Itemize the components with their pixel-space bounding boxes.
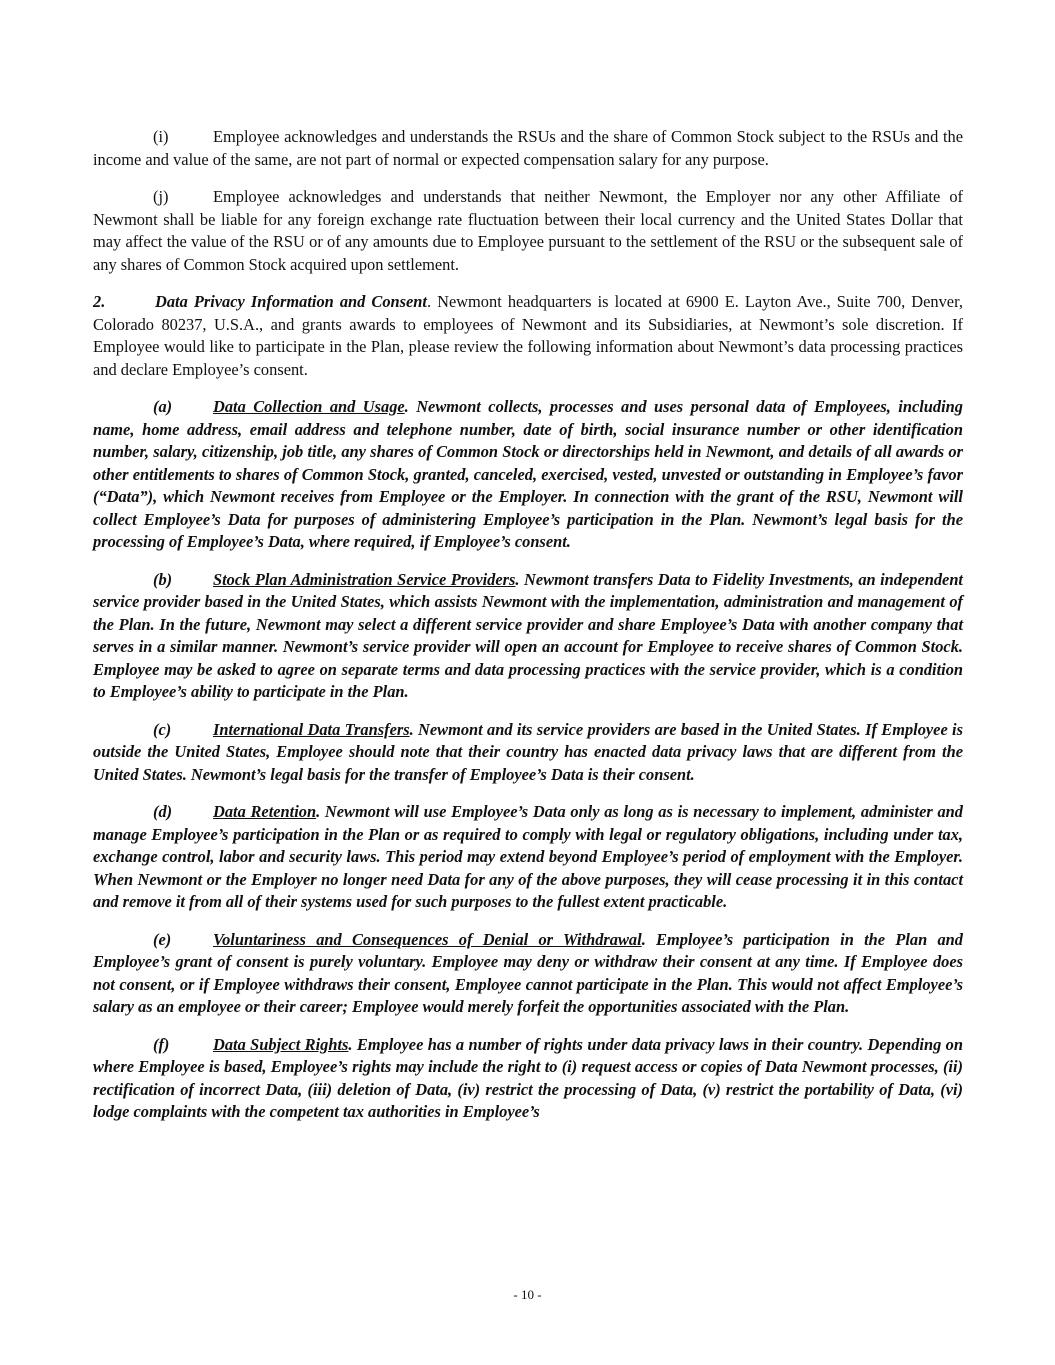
subsection-b	[93, 569, 963, 704]
subsection-heading: Stock Plan Administration Service Providers	[213, 569, 516, 589]
subsection-text: . Newmont transfers Data to Fidelity Investments, an independent service provider based in the United States, which assists Newmont with the implementation, administration and management of the Plan. In the future, Newmont may select a different service provider and share Employee’s Data with another company that serves in a similar manner. Newmont’s service provider will open an account for Employee to receive shares of Common Stock. Employee may be asked to agree on separate terms and data processing practices with the service provider, which is a condition to Employee’s ability to participate in the Plan.	[93, 569, 963, 701]
subsection-c	[93, 719, 963, 787]
subsection-text: . Newmont and its service providers are based in the United States. If Employee is outside the United States, Employee should note that their country has enacted data privacy laws that are different from the United States. Newmont’s legal basis for the transfer of Employee’s Data is their consent.	[93, 719, 963, 784]
subsection-text: . Employee’s participation in the Plan and Employee’s grant of consent is purely voluntary. Employee may deny or withdraw their consent at any time. If Employee does not consent, or if Employee withdraws their consent, Employee cannot participate in the Plan. This would not affect Employee’s salary as an employee or their career; Employee would merely forfeit the opportunities associated with the Plan.	[93, 929, 963, 1016]
paragraph-marker: (i)	[153, 127, 169, 146]
paragraph-text: Employee acknowledges and understands that neither Newmont, the Employer nor any other Affiliate of Newmont shall be liable for any foreign exchange rate fluctuation between their local currency and the United States Dollar that may affect the value of the RSU or of any amounts due to Employee pursuant to the settlement of the RSU or the subsequent sale of any shares of Common Stock acquired upon settlement.	[93, 187, 963, 274]
subsection-heading: Voluntariness and Consequences of Denial or Withdrawal	[213, 929, 642, 949]
subsection-marker: (e)	[153, 929, 172, 949]
subsection-heading: Data Collection and Usage	[213, 397, 405, 416]
paragraph-marker: (j)	[153, 187, 169, 206]
paragraph-i	[93, 126, 963, 171]
subsection-e	[93, 929, 963, 1019]
subsection-d	[93, 801, 963, 914]
subsection-heading: International Data Transfers	[213, 719, 410, 739]
subsection-text: . Newmont will use Employee’s Data only as long as is necessary to implement, administer and manage Employee’s participation in the Plan or as required to comply with legal or regulatory obligations, including under tax, exchange control, labor and security laws. This period may extend beyond Employee’s period of employment with the Employer. When Newmont or the Employer no longer need Data for any of the above purposes, they will cease processing it in this contact and remove it from all of their systems used for such purposes to the fullest extent practicable.	[93, 802, 963, 911]
subsection-heading: Data Retention	[213, 802, 317, 821]
document-page	[93, 126, 963, 1139]
subsection-a	[93, 396, 963, 554]
subsection-marker: (b)	[153, 569, 173, 589]
subsection-marker: (d)	[153, 802, 173, 821]
subsection-heading: Data Subject Rights	[213, 1034, 349, 1054]
section-title: Data Privacy Information and Consent	[155, 292, 427, 311]
subsection-marker: (c)	[153, 719, 172, 739]
subsection-marker: (f)	[153, 1034, 170, 1054]
subsection-marker: (a)	[153, 397, 173, 416]
section-text: . Newmont headquarters is located at 6900 E. Layton Ave., Suite 700, Denver, Colorado 80237, U.S.A., and grants awards to employees of Newmont and its Subsidiaries, at Newmont’s sole discretion. If Employee would like to participate in the Plan, please review the following information about Newmont’s data processing practices and declare Employee’s consent.	[93, 292, 963, 379]
paragraph-text: Employee acknowledges and understands the RSUs and the share of Common Stock subject to the RSUs and the income and value of the same, are not part of normal or expected compensation salary for any purpose.	[93, 127, 963, 169]
page-number: - 10 -	[513, 1287, 542, 1302]
subsection-f	[93, 1034, 963, 1124]
section-number: 2.	[93, 292, 106, 311]
subsection-text: . Employee has a number of rights under data privacy laws in their country. Depending on where Employee is based, Employee’s rights may include the right to (i) request access or copies of Data Newmont processes, (ii) rectification of incorrect Data, (iii) deletion of Data, (iv) restrict the processing of Data, (v) restrict the portability of Data, (vi) lodge complaints with the competent tax authorities in Employee’s	[93, 1034, 963, 1121]
paragraph-j	[93, 186, 963, 276]
subsection-text: . Newmont collects, processes and uses personal data of Employees, including name, home address, email address and telephone number, date of birth, social insurance number or other identification number, salary, citizenship, job title, any shares of Common Stock or directorships held in Newmont, and details of all awards or other entitlements to shares of Common Stock, granted, canceled, exercised, vested, unvested or outstanding in Employee’s favor (“Data”), which Newmont receives from Employee or the Employer. In connection with the grant of the RSU, Newmont will collect Employee’s Data for purposes of administering Employee’s participation in the Plan. Newmont’s legal basis for the processing of Employee’s Data, where required, if Employee’s consent.	[93, 397, 963, 551]
section-2	[93, 291, 963, 381]
